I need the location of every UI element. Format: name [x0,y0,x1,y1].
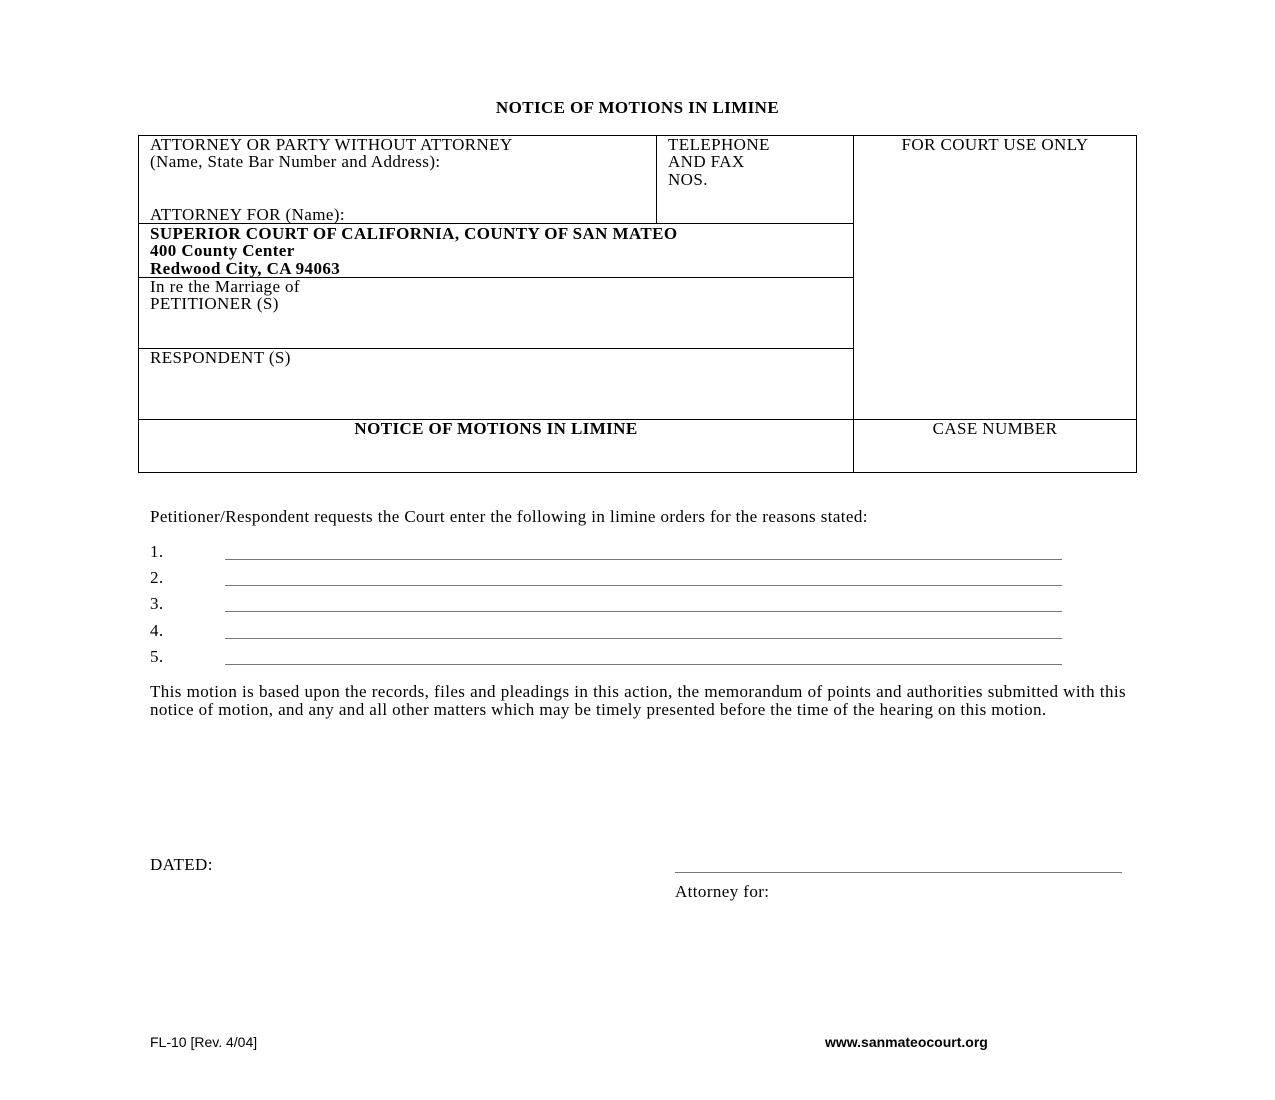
list-item-number: 4. [150,621,164,640]
list-item-number: 3. [150,594,164,613]
motion-line-4[interactable] [225,638,1062,639]
court-address-line2: Redwood City, CA 94063 [150,259,341,278]
petitioner-label: PETITIONER (S) [150,294,279,313]
fax-label: AND FAX [668,152,745,171]
nos-label: NOS. [668,170,708,189]
marriage-label: In re the Marriage of [150,277,300,296]
telephone-label: TELEPHONE [668,135,770,154]
footer-website-link[interactable]: www.sanmateocourt.org [825,1034,988,1050]
court-use-label: FOR COURT USE ONLY [901,135,1089,154]
footer-form-id: FL-10 [Rev. 4/04] [150,1034,258,1050]
list-item-number: 5. [150,647,164,666]
motion-basis-text: This motion is based upon the records, files and pleadings in this action, the memorandum of points and authorities submitted with this notice of motion, and any and all other matters which may be timely presented before the time of the hearing on this motion. [150,682,1126,719]
attorney-label: ATTORNEY OR PARTY WITHOUT ATTORNEY [150,135,513,154]
dated-label: DATED: [150,855,213,874]
motion-line-1[interactable] [225,559,1062,560]
court-address-line1: 400 County Center [150,241,295,260]
attorney-label-sub: (Name, State Bar Number and Address): [150,152,441,171]
signature-line[interactable] [675,872,1122,873]
caption-title: NOTICE OF MOTIONS IN LIMINE [354,419,638,438]
list-item-number: 2. [150,568,164,587]
case-number-label: CASE NUMBER [932,419,1058,438]
motion-line-3[interactable] [225,611,1062,612]
motion-line-5[interactable] [225,664,1062,665]
list-item-number: 1. [150,542,164,561]
respondent-label: RESPONDENT (S) [150,348,291,367]
attorney-for-label: ATTORNEY FOR (Name): [150,205,345,224]
motion-line-2[interactable] [225,585,1062,586]
court-name: SUPERIOR COURT OF CALIFORNIA, COUNTY OF SAN MATEO [150,224,678,243]
request-text: Petitioner/Respondent requests the Court enter the following in limine orders for the reasons stated: [150,507,868,526]
form-title: NOTICE OF MOTIONS IN LIMINE [495,98,780,117]
attorney-for-signature-label: Attorney for: [675,882,770,901]
